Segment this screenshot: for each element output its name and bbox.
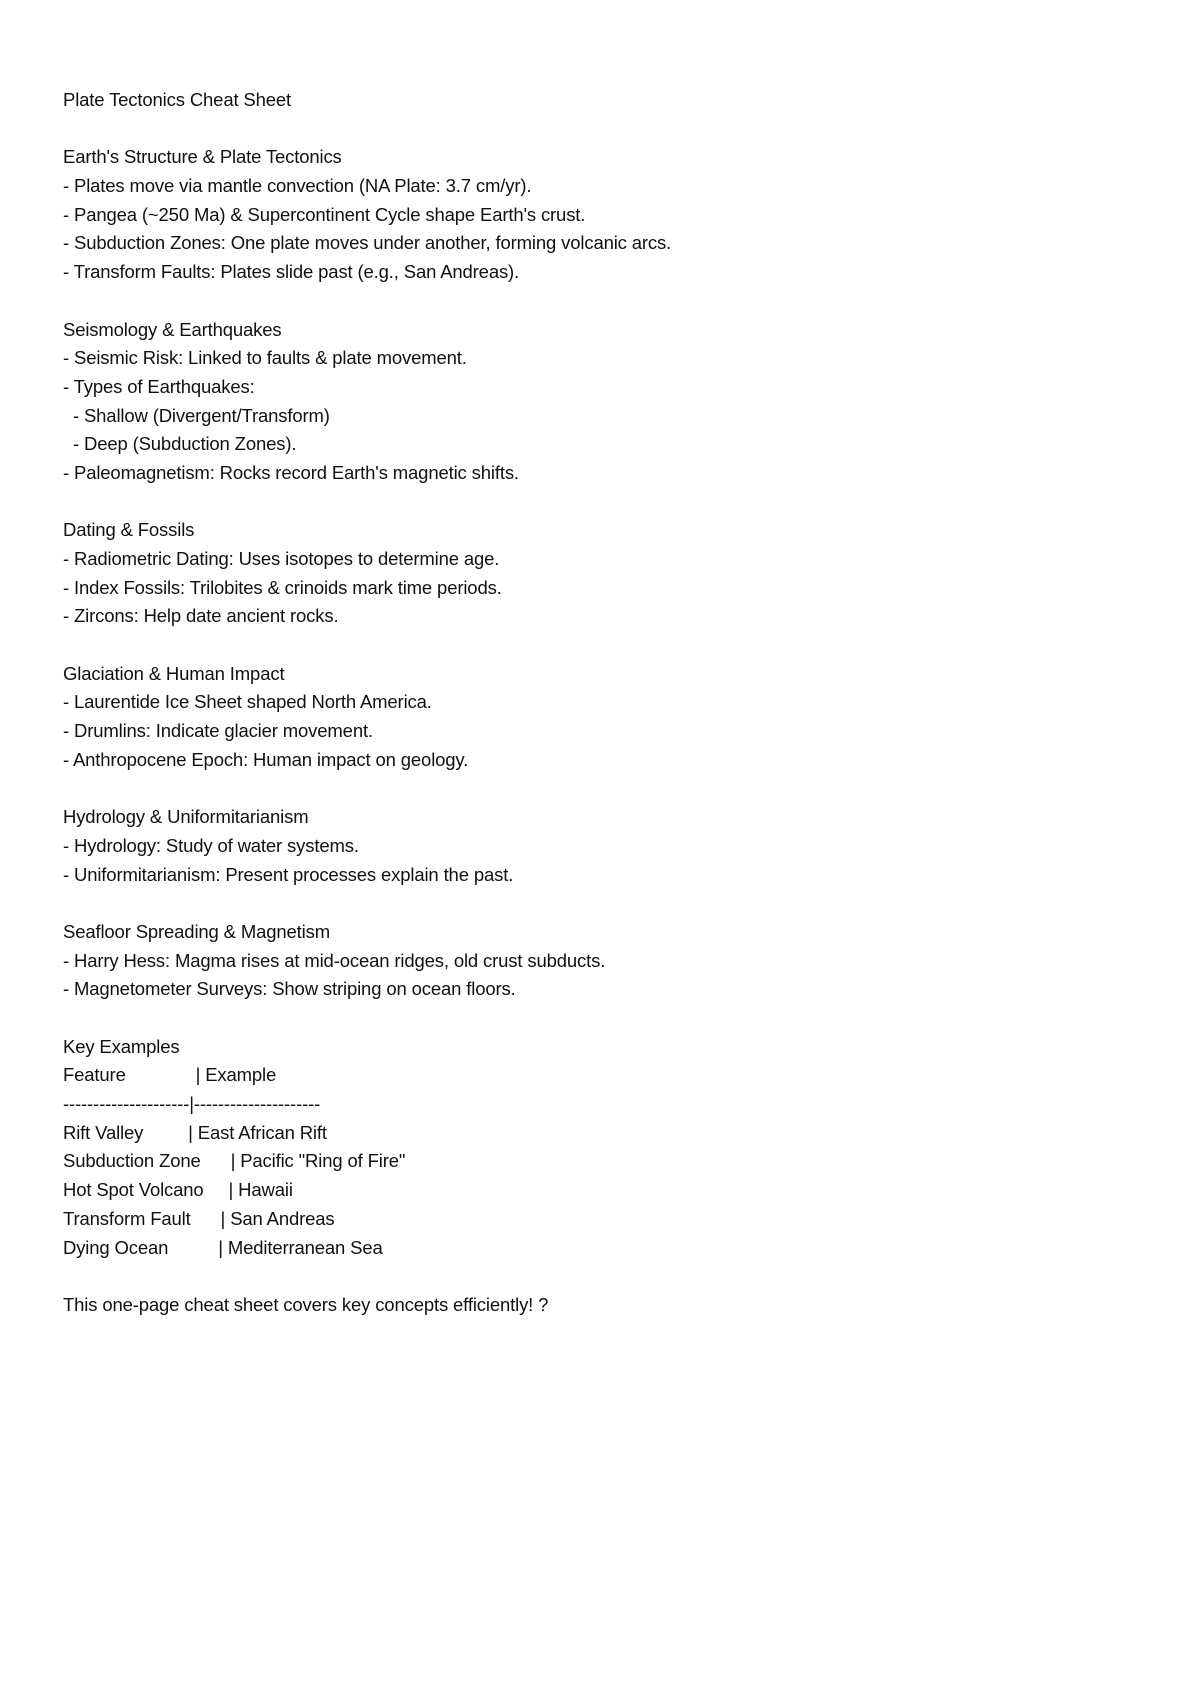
closing-note: This one-page cheat sheet covers key concepts efficiently! ? — [63, 1293, 549, 1315]
section-earth-structure — [63, 143, 1143, 286]
section-heading: Key Examples — [63, 1035, 180, 1057]
bullet-line: - Laurentide Ice Sheet shaped North America. — [63, 691, 432, 713]
bullet-line: - Radiometric Dating: Uses isotopes to determine age. — [63, 548, 500, 569]
sub-bullet-line: - Shallow (Divergent/Transform) — [63, 404, 330, 426]
section-heading: Hydrology & Uniformitarianism — [63, 806, 309, 828]
table-divider-row: ---------------------|--------------------- — [63, 1093, 321, 1115]
table-row: Hot Spot Volcano | Hawaii — [63, 1179, 293, 1201]
section-seafloor-spreading — [63, 918, 1143, 1004]
section-heading: Glaciation & Human Impact — [63, 662, 285, 684]
section-dating-fossils — [63, 516, 1143, 631]
spacer — [63, 775, 1143, 804]
bullet-line: - Transform Faults: Plates slide past (e.g., San Andreas). — [63, 261, 520, 283]
section-heading: Earth's Structure & Plate Tectonics — [63, 146, 342, 168]
section-seismology — [63, 316, 1143, 488]
bullet-line: - Subduction Zones: One plate moves under another, forming volcanic arcs. — [63, 232, 672, 254]
table-row: Subduction Zone | Pacific "Ring of Fire" — [63, 1150, 406, 1172]
bullet-line: - Index Fossils: Trilobites & crinoids mark time periods. — [63, 576, 502, 598]
section-glaciation — [63, 660, 1143, 775]
section-key-examples — [63, 1033, 1143, 1263]
bullet-line: - Magnetometer Surveys: Show striping on ocean floors. — [63, 978, 516, 1000]
bullet-line: - Plates move via mantle convection (NA Plate: 3.7 cm/yr). — [63, 175, 532, 197]
spacer — [63, 1262, 1143, 1291]
spacer — [63, 631, 1143, 660]
table-row: Transform Fault | San Andreas — [63, 1207, 335, 1229]
bullet-line: - Paleomagnetism: Rocks record Earth's magnetic shifts. — [63, 461, 519, 483]
spacer — [63, 889, 1143, 918]
bullet-line: - Hydrology: Study of water systems. — [63, 834, 359, 856]
spacer — [63, 115, 1143, 144]
document-page — [63, 86, 1143, 1320]
bullet-line: - Seismic Risk: Linked to faults & plate movement. — [63, 347, 467, 369]
table-row: Dying Ocean | Mediterranean Sea — [63, 1236, 383, 1258]
bullet-line: - Types of Earthquakes: — [63, 375, 255, 397]
bullet-line: - Zircons: Help date ancient rocks. — [63, 605, 339, 627]
spacer — [63, 1004, 1143, 1033]
table-header-row: Feature | Example — [63, 1064, 277, 1086]
table-row: Rift Valley | East African Rift — [63, 1121, 327, 1143]
bullet-line: - Drumlins: Indicate glacier movement. — [63, 720, 373, 742]
spacer — [63, 287, 1143, 316]
document-title: Plate Tectonics Cheat Sheet — [63, 89, 292, 110]
sub-bullet-line: - Deep (Subduction Zones). — [63, 433, 297, 455]
bullet-line: - Harry Hess: Magma rises at mid-ocean ridges, old crust subducts. — [63, 949, 606, 971]
spacer — [63, 488, 1143, 517]
bullet-line: - Uniformitarianism: Present processes explain the past. — [63, 863, 514, 885]
bullet-line: - Pangea (~250 Ma) & Supercontinent Cycle shape Earth's crust. — [63, 203, 586, 225]
section-heading: Seafloor Spreading & Magnetism — [63, 920, 330, 942]
section-heading: Seismology & Earthquakes — [63, 318, 282, 340]
bullet-line: - Anthropocene Epoch: Human impact on geology. — [63, 748, 469, 770]
section-hydrology — [63, 803, 1143, 889]
section-heading: Dating & Fossils — [63, 519, 195, 541]
